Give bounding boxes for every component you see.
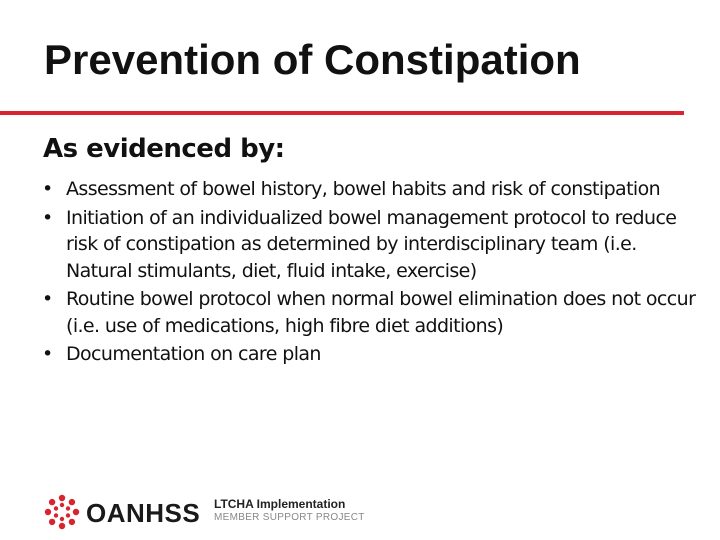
bullet-text: Routine bowel protocol when normal bowel elimination does not occur (i.e. use of medications, high fibre diet additions)	[66, 288, 696, 337]
bullet-list	[42, 176, 702, 370]
bullet-text: Assessment of bowel history, bowel habits and risk of constipation	[66, 178, 661, 200]
project-line-2: MEMBER SUPPORT PROJECT	[214, 512, 365, 523]
footer	[0, 480, 720, 540]
bullet-text: Documentation on care plan	[66, 343, 321, 365]
bullet-text: Initiation of an individualized bowel management protocol to reduce risk of constipation as determined by interdisciplinary team (i.e. Natural stimulants, diet, fluid intake, exercise)	[66, 206, 677, 282]
bullet-dot: •	[42, 288, 53, 310]
list-item	[42, 341, 702, 368]
logo-text: OANHSS	[86, 498, 201, 528]
bullet-dot: •	[42, 343, 53, 365]
bullet-dot: •	[42, 206, 53, 229]
project-label	[214, 498, 365, 524]
oanhss-logo-icon	[44, 494, 80, 530]
list-item	[42, 286, 702, 339]
project-line-1: LTCHA Implementation	[214, 497, 346, 511]
list-item	[42, 176, 702, 203]
list-item	[42, 205, 702, 285]
bullet-dot: •	[42, 178, 53, 200]
title-divider	[0, 111, 684, 115]
subheading: As evidenced by:	[43, 134, 285, 164]
slide-title: Prevention of Constipation	[44, 36, 581, 83]
